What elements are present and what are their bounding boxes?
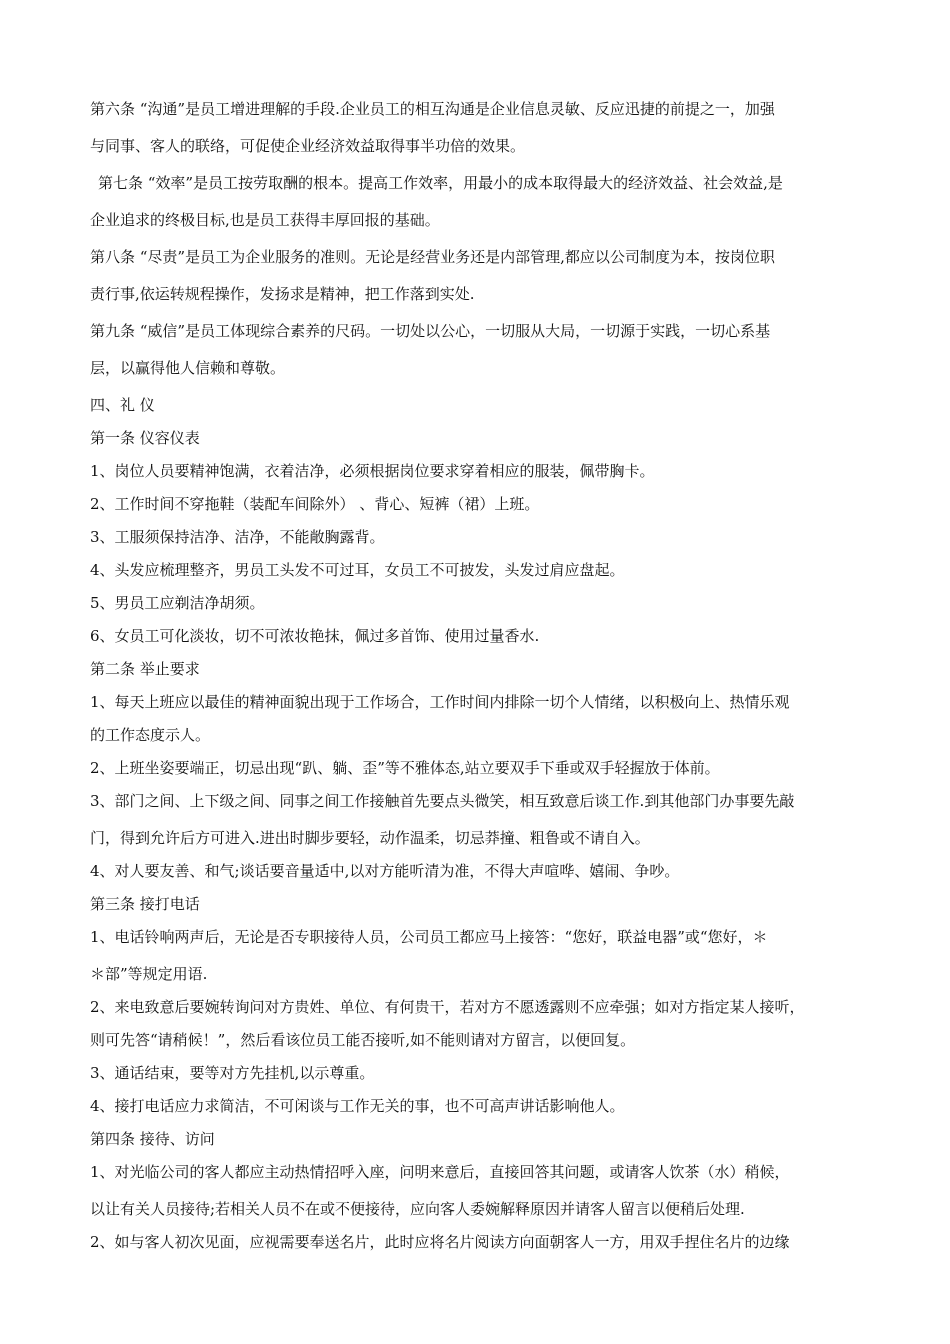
reception-item-2-line-1: 2、如与客人初次见面，应视需要奉送名片，此时应将名片阅读方向面朝客人一方，用双手捏住名片的边缘 [90,1233,790,1251]
section-heading-etiquette: 四、礼 仪 [90,396,155,414]
article-7-line-2: 企业追求的终极目标,也是员工获得丰厚回报的基础。 [90,211,440,229]
document-page [90,94,885,1260]
phone-item-2-line-1: 2、来电致意后要婉转询问对方贵姓、单位、有何贵干，若对方不愿透露则不应牵强；如对方指定某人接听， [90,998,805,1016]
article-9-line-2: 层，以赢得他人信赖和尊敬。 [90,359,286,377]
phone-item-3: 3、通话结束，要等对方先挂机,以示尊重。 [90,1064,375,1082]
conduct-item-1-line-2: 的工作态度示人。 [90,726,211,744]
appearance-item-4: 4、头发应梳理整齐，男员工头发不可过耳，女员工不可披发，头发过肩应盘起。 [90,561,625,579]
conduct-item-1-line-1: 1、每天上班应以最佳的精神面貌出现于工作场合，工作时间内排除一切个人情绪，以积极向上、热情乐观 [90,693,790,711]
subsection-heading-phone: 第三条 接打电话 [90,895,200,913]
appearance-item-5: 5、男员工应剃洁净胡须。 [90,594,265,612]
appearance-item-6: 6、女员工可化淡妆，切不可浓妆艳抹，佩过多首饰、使用过量香水. [90,627,540,645]
appearance-item-2: 2、工作时间不穿拖鞋（装配车间除外） 、背心、短裤（裙）上班。 [90,495,540,513]
appearance-item-3: 3、工服须保持洁净、洁净，不能敞胸露背。 [90,528,385,546]
article-8-line-1: 第八条 “尽责”是员工为企业服务的准则。无论是经营业务还是内部管理,都应以公司制度为本，按岗位职 [90,248,775,266]
article-6-line-2: 与同事、客人的联络，可促使企业经济效益取得事半功倍的效果。 [90,137,526,155]
article-7-line-1: 第七条 “效率”是员工按劳取酬的根本。提高工作效率，用最小的成本取得最大的经济效益、社会效益,是 [98,174,783,192]
subsection-heading-conduct: 第二条 举止要求 [90,660,200,678]
subsection-heading-reception: 第四条 接待、访问 [90,1130,215,1148]
conduct-item-2: 2、上班坐姿要端正，切忌出现“趴、躺、歪”等不雅体态,站立要双手下垂或双手轻握放于体前。 [90,759,720,777]
phone-item-1-line-2: ＊部”等规定用语. [90,965,208,983]
reception-item-1-line-1: 1、对光临公司的客人都应主动热情招呼入座，问明来意后，直接回答其问题，或请客人饮茶（水）稍候， [90,1163,790,1181]
appearance-item-1: 1、岗位人员要精神饱满，衣着洁净，必须根据岗位要求穿着相应的服装，佩带胸卡。 [90,462,655,480]
phone-item-4: 4、接打电话应力求简洁，不可闲谈与工作无关的事，也不可高声讲话影响他人。 [90,1097,625,1115]
reception-item-1-line-2: 以让有关人员接待;若相关人员不在或不便接待，应向客人委婉解释原因并请客人留言以便稍后处理. [90,1200,745,1218]
article-9-line-1: 第九条 “威信”是员工体现综合素养的尺码。一切处以公心，一切服从大局，一切源于实践，一切心系基 [90,322,771,340]
phone-item-2-line-2: 则可先答“请稍候！”，然后看该位员工能否接听,如不能则请对方留言，以便回复。 [90,1031,636,1049]
article-6-line-1: 第六条 “沟通”是员工增进理解的手段.企业员工的相互沟通是企业信息灵敏、反应迅捷的前提之一，加强 [90,100,775,118]
conduct-item-3-line-2: 门，得到允许后方可进入.进出时脚步要轻，动作温柔，切忌莽撞、粗鲁或不请自入。 [90,829,650,847]
subsection-heading-appearance: 第一条 仪容仪表 [90,429,200,447]
phone-item-1-line-1: 1、电话铃响两声后，无论是否专职接待人员，公司员工都应马上接答：“您好，联益电器”或“您好，＊ [90,928,768,946]
article-8-line-2: 责行事,依运转规程操作，发扬求是精神，把工作落到实处. [90,285,475,303]
conduct-item-3-line-1: 3、部门之间、上下级之间、同事之间工作接触首先要点头微笑，相互致意后谈工作.到其他部门办事要先敲 [90,792,795,810]
conduct-item-4: 4、对人要友善、和气;谈话要音量适中,以对方能听清为准，不得大声喧哗、嬉闹、争吵。 [90,862,680,880]
